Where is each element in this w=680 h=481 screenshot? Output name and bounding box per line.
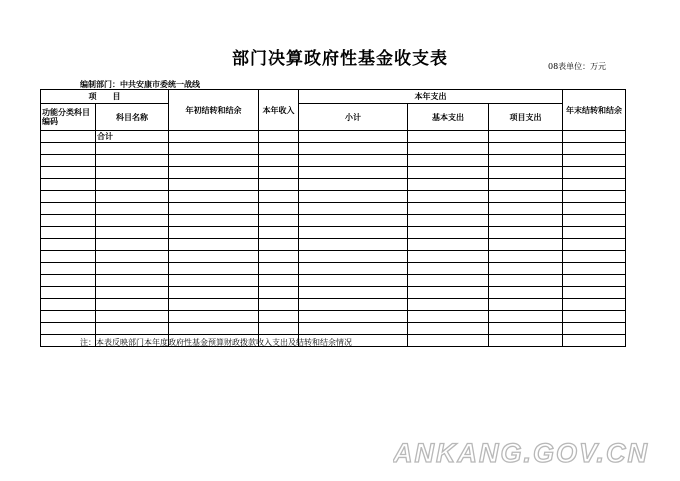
table-cell: [408, 155, 489, 167]
table-row: [41, 239, 626, 251]
table-cell: [563, 155, 626, 167]
table-cell: [299, 311, 408, 323]
header-subtotal: 小计: [299, 104, 408, 131]
table-cell: [489, 191, 563, 203]
header-basic-expense: 基本支出: [408, 104, 489, 131]
header-year-income: 本年收入: [259, 90, 299, 131]
table-cell: [299, 263, 408, 275]
table-cell: [96, 143, 169, 155]
table-cell: [259, 311, 299, 323]
table-cell: [489, 155, 563, 167]
table-cell: [96, 239, 169, 251]
table-cell: [408, 239, 489, 251]
table-cell: [41, 155, 96, 167]
department-label: 编制部门：中共安康市委统一战线: [80, 79, 200, 89]
table-cell: [408, 275, 489, 287]
table-cell: [299, 131, 408, 143]
table-cell: [489, 323, 563, 335]
header-year-expense: 本年支出: [299, 90, 563, 104]
table-cell: [169, 299, 259, 311]
table-row-total: [41, 131, 626, 143]
table-cell: [563, 143, 626, 155]
table-cell: [489, 335, 563, 347]
table-cell: [563, 335, 626, 347]
table-cell: [169, 155, 259, 167]
table-row: [41, 287, 626, 299]
table-cell: [259, 143, 299, 155]
table-cell: [563, 275, 626, 287]
table-cell: [299, 203, 408, 215]
header-item: 项 目: [41, 90, 169, 104]
table-cell: [489, 179, 563, 191]
table-cell: [408, 227, 489, 239]
table-cell: [41, 203, 96, 215]
unit-label: 08表单位：万元: [548, 62, 607, 71]
table-cell: [563, 251, 626, 263]
table-cell: [96, 167, 169, 179]
header-project-expense: 项目支出: [489, 104, 563, 131]
table-cell: [41, 167, 96, 179]
watermark-text: ANKANG.GOV.CN: [393, 438, 650, 468]
table-cell: [489, 227, 563, 239]
table-cell: [169, 311, 259, 323]
table-cell: [169, 131, 259, 143]
header-begin-balance: 年初结转和结余: [169, 90, 259, 131]
table-cell: [169, 323, 259, 335]
table-cell: [259, 287, 299, 299]
table-cell: [96, 311, 169, 323]
table-cell: [408, 335, 489, 347]
table-cell: [563, 287, 626, 299]
table-cell: [299, 275, 408, 287]
table-cell: [408, 179, 489, 191]
table-cell: [563, 323, 626, 335]
table-cell: [489, 275, 563, 287]
table-cell: [299, 215, 408, 227]
table-cell: [299, 179, 408, 191]
table-cell: [259, 251, 299, 263]
table-cell: [408, 215, 489, 227]
table-row: [41, 275, 626, 287]
table-row: [41, 227, 626, 239]
table-cell: [299, 323, 408, 335]
table-cell: [259, 275, 299, 287]
table-cell: [41, 131, 96, 143]
table-cell: [41, 179, 96, 191]
table-cell: [489, 239, 563, 251]
table-cell: [41, 251, 96, 263]
table-cell: [408, 203, 489, 215]
table-cell: [299, 155, 408, 167]
table-cell: [41, 263, 96, 275]
table-cell: [299, 191, 408, 203]
header-func-code: 功能分类科目编码: [41, 104, 96, 131]
table-cell: [259, 227, 299, 239]
table-cell: [41, 299, 96, 311]
table-cell: [259, 191, 299, 203]
table-row: [41, 215, 626, 227]
table-cell: [96, 191, 169, 203]
header-subject-name: 科目名称: [96, 104, 169, 131]
table-cell: [489, 287, 563, 299]
table-cell: [96, 275, 169, 287]
table-cell: [41, 323, 96, 335]
table-cell: [489, 263, 563, 275]
table-cell: [489, 215, 563, 227]
header-end-balance: 年末结转和结余: [563, 90, 626, 131]
table-cell: [169, 143, 259, 155]
fund-table: [40, 89, 626, 347]
table-cell: [169, 263, 259, 275]
table-cell: [299, 227, 408, 239]
table-cell: [563, 215, 626, 227]
table-cell: [169, 191, 259, 203]
table-cell: [96, 287, 169, 299]
table-cell: [408, 323, 489, 335]
table-cell: [259, 239, 299, 251]
table-cell: [408, 131, 489, 143]
table-cell: [169, 179, 259, 191]
table-cell: [299, 287, 408, 299]
table-cell: [408, 167, 489, 179]
table-cell: [41, 191, 96, 203]
table-row: [41, 299, 626, 311]
table-cell: [96, 155, 169, 167]
table-cell: [489, 311, 563, 323]
table-cell: [169, 275, 259, 287]
table-cell: [408, 143, 489, 155]
table-cell: [96, 323, 169, 335]
table-cell: [299, 299, 408, 311]
table-cell: [489, 143, 563, 155]
table-cell: [259, 167, 299, 179]
table-cell: [41, 143, 96, 155]
table-cell: [41, 227, 96, 239]
table-cell: [96, 299, 169, 311]
table-cell: [563, 131, 626, 143]
table-cell: [563, 239, 626, 251]
table-cell: [169, 239, 259, 251]
table-cell: [259, 323, 299, 335]
table-cell: [169, 251, 259, 263]
table-cell: [259, 179, 299, 191]
table-cell: [489, 203, 563, 215]
table-cell: [563, 263, 626, 275]
footnote: 注：本表反映部门本年度政府性基金预算财政拨款收入支出及结转和结余情况: [80, 338, 352, 347]
table-cell: [299, 251, 408, 263]
table-cell: [41, 215, 96, 227]
table-cell: [259, 155, 299, 167]
table-cell: [96, 227, 169, 239]
table-cell: [259, 263, 299, 275]
table-cell: [299, 167, 408, 179]
table-row: [41, 323, 626, 335]
table-cell: [563, 299, 626, 311]
table-row: [41, 179, 626, 191]
table-cell: [41, 287, 96, 299]
table-row: [41, 143, 626, 155]
table-row: [41, 203, 626, 215]
table-cell: [169, 215, 259, 227]
table-cell: [259, 203, 299, 215]
page-title: 部门决算政府性基金收支表: [232, 49, 448, 69]
table-cell: [489, 167, 563, 179]
table-row: [41, 263, 626, 275]
table-cell: [169, 227, 259, 239]
table-cell: [563, 167, 626, 179]
table-cell: [41, 239, 96, 251]
table-cell: [41, 311, 96, 323]
table-cell: [563, 191, 626, 203]
table-cell: [259, 131, 299, 143]
site-watermark: [393, 438, 663, 468]
table-cell: [489, 251, 563, 263]
table-cell: [259, 299, 299, 311]
table-cell: [489, 131, 563, 143]
table-row: [41, 311, 626, 323]
table-cell: [408, 191, 489, 203]
table-cell: [408, 311, 489, 323]
table-cell: [96, 263, 169, 275]
table-cell: [563, 179, 626, 191]
table-cell: [489, 299, 563, 311]
table-cell: [408, 263, 489, 275]
table-cell: [169, 203, 259, 215]
table-cell: [96, 203, 169, 215]
table-cell: [96, 251, 169, 263]
table-row: [41, 251, 626, 263]
table-cell: [563, 203, 626, 215]
table-cell: [563, 227, 626, 239]
table-cell: [299, 143, 408, 155]
table-cell: [408, 287, 489, 299]
table-row: [41, 155, 626, 167]
table-cell: [169, 287, 259, 299]
table-row: [41, 167, 626, 179]
table-cell: [408, 251, 489, 263]
table-cell: [563, 311, 626, 323]
table-row: [41, 191, 626, 203]
table-cell: [96, 215, 169, 227]
table-cell: [408, 299, 489, 311]
table-cell: [41, 275, 96, 287]
table-cell: [259, 215, 299, 227]
table-cell: [96, 179, 169, 191]
table-cell: [299, 239, 408, 251]
table-cell: [169, 167, 259, 179]
total-label: 合计: [96, 131, 169, 143]
